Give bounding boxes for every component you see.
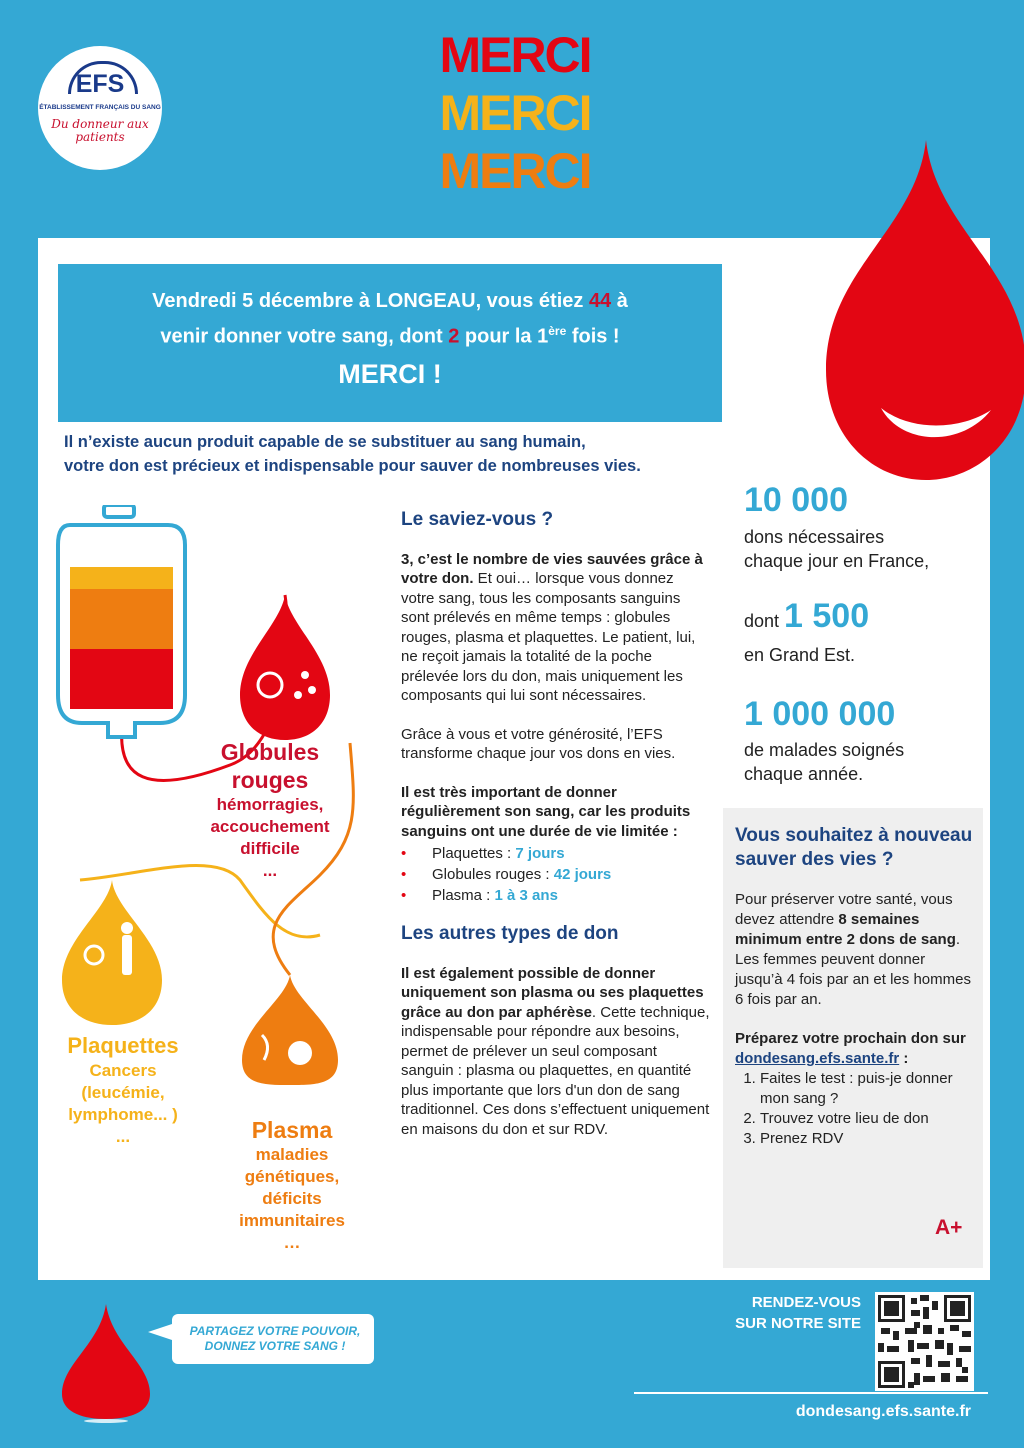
plaquettes-more: ... bbox=[115, 1127, 131, 1146]
sauver-prep-a: Préparez votre prochain don sur bbox=[735, 1030, 966, 1047]
slogan-text bbox=[182, 1324, 368, 1354]
intro-line-1: Il n’existe aucun produit capable de se substituer au sang humain, bbox=[64, 433, 586, 451]
logo-tagline: Du donneur aux patients bbox=[51, 117, 149, 144]
footer-site-link[interactable]: dondesang.efs.sante.fr bbox=[795, 1403, 971, 1420]
title-merci-orange: MERCI bbox=[439, 143, 591, 199]
saviez-section bbox=[401, 510, 711, 1158]
stat-text-line: de malades soignés bbox=[744, 740, 905, 760]
autres-heading: Les autres types de don bbox=[401, 923, 619, 944]
duration-value: 1 à 3 ans bbox=[494, 887, 558, 904]
globules-desc: hémorragies, accouchement difficile bbox=[210, 795, 330, 858]
logo-name: EFS bbox=[75, 70, 125, 98]
logo-subtitle: ÉTABLISSEMENT FRANÇAIS DU SANG bbox=[39, 104, 161, 111]
slogan-line-2: DONNEZ VOTRE SANG ! bbox=[204, 1339, 346, 1353]
stat-text-line: chaque jour en France, bbox=[744, 551, 930, 571]
sauver-prep-b: : bbox=[899, 1050, 909, 1067]
list-item bbox=[401, 885, 711, 906]
saviez-p1 bbox=[401, 550, 711, 706]
autres-p-rest: . Cette technique, indispensable pour répondre aux besoins, permet de prélever un seul composant sanguin : plasma ou plaquettes, en quantité plus importante que lors d'un don de sang traditionnel. Ces dons s’effectuent uniquement en maisons du don et sur RDV. bbox=[401, 1003, 710, 1138]
rdv-line-1: RENDEZ-VOUS bbox=[751, 1294, 861, 1311]
blood-drop-icon bbox=[826, 140, 1024, 480]
intro-text bbox=[64, 430, 734, 478]
saviez-heading: Le saviez-vous ? bbox=[401, 509, 554, 530]
dondesang-link[interactable]: dondesang.efs.sante.fr bbox=[735, 1050, 900, 1067]
stat-text-line: chaque année. bbox=[744, 764, 864, 784]
slogan-bubble bbox=[172, 1314, 374, 1364]
stat-10000: 10 000 bbox=[744, 481, 848, 519]
duration-value: 7 jours bbox=[515, 845, 565, 862]
title-merci-red: MERCI bbox=[439, 27, 591, 83]
plaquettes-desc: Cancers (leucémie, lymphome... ) bbox=[68, 1061, 178, 1124]
footer-blood-drop-icon bbox=[62, 1304, 150, 1424]
saviez-p3 bbox=[401, 783, 711, 842]
list-item: 2. Trouvez votre lieu de don bbox=[760, 1109, 975, 1129]
plasma-desc: maladies génétiques, déficits immunitaires bbox=[239, 1145, 345, 1230]
rdv-line-2: SUR NOTRE SITE bbox=[735, 1315, 861, 1332]
list-item: 3. Prenez RDV bbox=[760, 1129, 975, 1149]
efs-logo bbox=[38, 46, 162, 170]
thanks-banner bbox=[58, 264, 722, 422]
blood-type-badge: A+ bbox=[935, 1216, 963, 1239]
stat-1500-text: en Grand Est. bbox=[744, 645, 856, 665]
sauver-p1 bbox=[735, 890, 975, 1010]
saviez-p2: Grâce à vous et votre générosité, l’EFS transforme chaque jour vos dons en vies. bbox=[401, 725, 676, 762]
visit-site-label bbox=[700, 1292, 861, 1334]
autres-p-bold: Il est également possible de donner uniquement son plasma ou ses plaquettes grâce au don par aphérèse bbox=[401, 964, 704, 1021]
autres-p bbox=[401, 964, 711, 1140]
banner-line1: Vendredi 5 décembre à LONGEAU, vous étiez bbox=[152, 290, 589, 312]
intro-line-2: votre don est précieux et indispensable pour sauver de nombreuses vies. bbox=[64, 457, 641, 475]
globules-more: ... bbox=[262, 861, 278, 880]
slogan-line-1: PARTAGEZ VOTRE POUVOIR, bbox=[189, 1324, 361, 1338]
banner-line1-end: à bbox=[611, 290, 628, 312]
duration-label: Globules rouges : bbox=[432, 866, 554, 883]
stat-1500-prefix: dont bbox=[744, 611, 785, 631]
title-merci-yellow: MERCI bbox=[439, 85, 591, 141]
plasma-title: Plasma bbox=[251, 1117, 333, 1143]
steps-list bbox=[735, 1069, 975, 1149]
durations-list bbox=[401, 843, 711, 906]
sauver-prep bbox=[735, 1029, 975, 1069]
stat-1500-value: 1 500 bbox=[784, 597, 870, 635]
qr-code-icon[interactable] bbox=[875, 1292, 974, 1391]
new-donor-count: 2 bbox=[448, 325, 460, 348]
list-item: 1. Faites le test : puis-je donner mon sang ? bbox=[760, 1069, 975, 1109]
donor-count: 44 bbox=[588, 290, 612, 312]
sauver-heading: Vous souhaitez à nouveau sauver des vies ? bbox=[735, 825, 973, 870]
globules-title: Globules rouges bbox=[220, 739, 320, 793]
banner-text bbox=[58, 286, 722, 352]
sauver-p1-a: Pour préserver votre santé, vous devez attendre bbox=[735, 891, 953, 928]
list-item bbox=[401, 843, 711, 864]
plasma-more: … bbox=[283, 1233, 301, 1252]
stat-text-line: dons nécessaires bbox=[744, 527, 885, 547]
duration-value: 42 jours bbox=[553, 866, 612, 883]
stat-1000000: 1 000 000 bbox=[744, 695, 896, 733]
duration-label: Plaquettes : bbox=[432, 845, 516, 862]
platelets-drop-icon bbox=[62, 880, 162, 1025]
red-blood-cell-drop-icon bbox=[240, 595, 330, 740]
sauver-p1-b: . bbox=[955, 931, 961, 948]
list-item bbox=[401, 864, 711, 885]
plasma-drop-icon bbox=[242, 975, 338, 1085]
saviez-p1-bold: 3, c’est le nombre de vies sauvées grâce à votre don. bbox=[401, 550, 703, 587]
next-donation-content bbox=[735, 824, 975, 1149]
sauver-p1-bold: 8 semaines minimum entre 2 dons de sang bbox=[735, 911, 956, 948]
footer-divider bbox=[634, 1392, 988, 1394]
saviez-p3-bold: Il est très important de donner régulièrement son sang, car les produits sanguins ont une durée de vie limitée : bbox=[401, 783, 691, 840]
stat-10000-text bbox=[744, 525, 929, 573]
banner-line2-mid: pour la 1 bbox=[459, 325, 549, 348]
banner-line2-end: fois ! bbox=[566, 325, 620, 348]
banner-line2: venir donner votre sang, dont bbox=[160, 325, 449, 348]
plaquettes-title: Plaquettes bbox=[67, 1033, 179, 1058]
stat-1000000-text bbox=[744, 738, 904, 786]
sauver-p1-c: Les femmes peuvent donner jusqu’à 4 fois par an et les hommes 6 fois par an. bbox=[735, 951, 971, 1008]
saviez-p1-rest: Et oui… lorsque vous donnez votre sang, tous les composants sanguins sont prélevés en même temps : globules rouges, plasma et plaquettes. Le patient, lui, ne reçoit jamais la totalité de la poche prélevée lors du don, mais uniquement les composants qui lui sont nécessaires. bbox=[401, 570, 696, 704]
stat-1500 bbox=[744, 598, 869, 634]
banner-merci: MERCI ! bbox=[338, 359, 442, 389]
banner-sup: ère bbox=[548, 324, 567, 338]
duration-label: Plasma : bbox=[432, 887, 495, 904]
